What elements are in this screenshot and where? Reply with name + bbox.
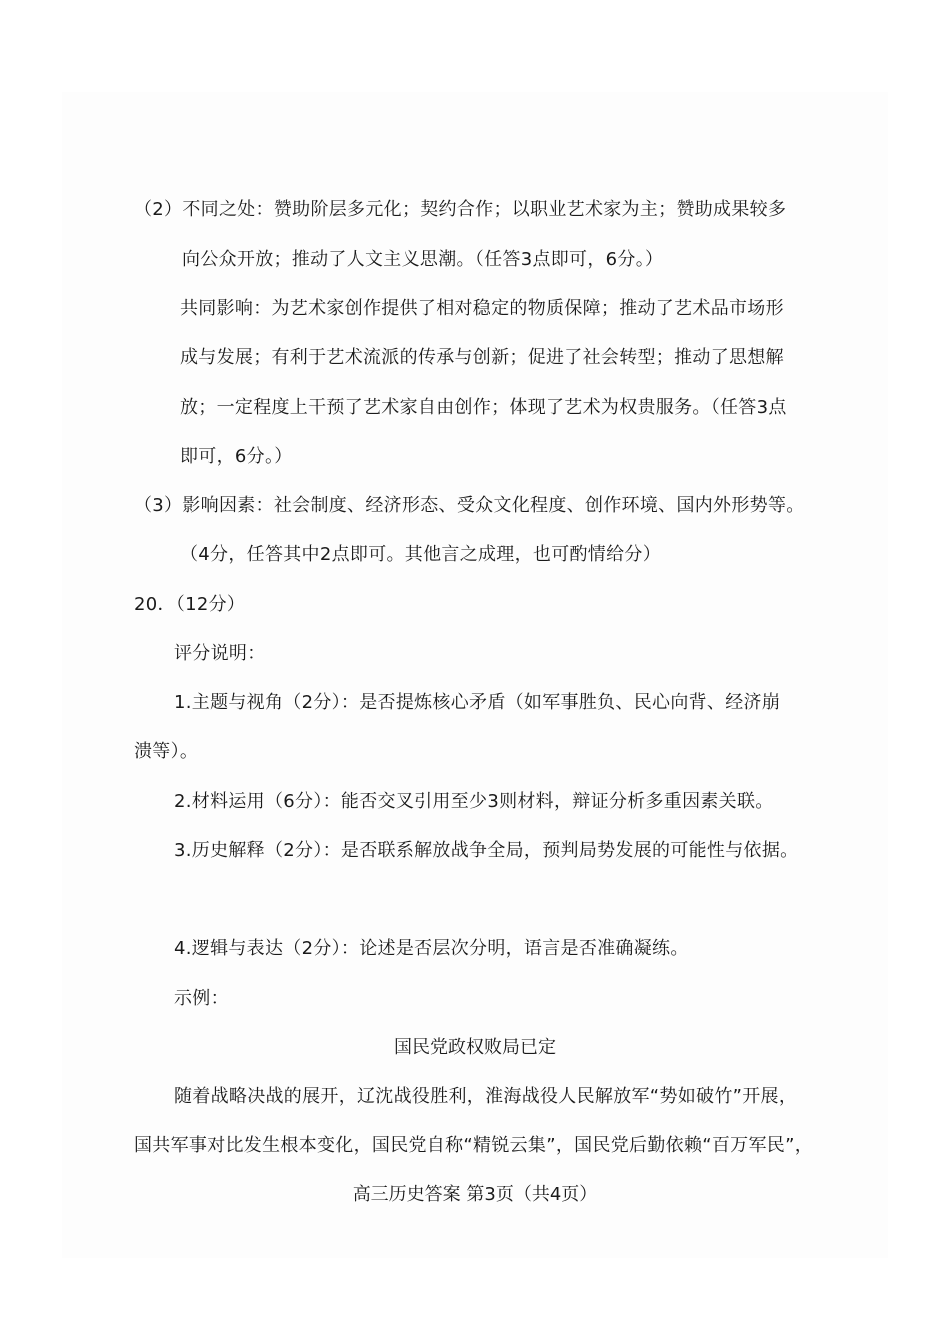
- scoring-item1-line1: 1.主题与视角（2分）：是否提炼核心矛盾（如军事胜负、民心向背、经济崩: [174, 692, 781, 713]
- q19-part3-line1: （3）影响因素：社会制度、经济形态、受众文化程度、创作环境、国内外形势等。: [134, 495, 805, 516]
- q19-part2-difference-line1: （2）不同之处：赞助阶层多元化；契约合作；以职业艺术家为主；赞助成果较多: [134, 199, 787, 220]
- scoring-item4: 4.逻辑与表达（2分）：论述是否层次分明，语言是否准确凝练。: [174, 938, 689, 959]
- q19-part2-common-line1: 共同影响：为艺术家创作提供了相对稳定的物质保障；推动了艺术品市场形: [180, 298, 784, 319]
- q19-part2-difference-line2: 向公众开放；推动了人文主义思潮。（任答3点即可，6分。）: [182, 249, 664, 270]
- scoring-item2: 2.材料运用（6分）：能否交叉引用至少3则材料，辩证分析多重因素关联。: [174, 791, 774, 812]
- scoring-item3: 3.历史解释（2分）：是否联系解放战争全局，预判局势发展的可能性与依据。: [174, 840, 799, 861]
- example-title: 国民党政权败局已定: [394, 1037, 556, 1058]
- example-paragraph-line1: 随着战略决战的展开，辽沈战役胜利，淮海战役人民解放军“势如破竹”开展，: [174, 1086, 798, 1107]
- example-label: 示例：: [174, 988, 229, 1009]
- scoring-title: 评分说明：: [174, 643, 266, 664]
- example-paragraph-line2: 国共军事对比发生根本变化，国民党自称“精锐云集”，国民党后勤依赖“百万军民”，: [134, 1135, 813, 1156]
- q19-part2-common-line4: 即可，6分。）: [180, 446, 293, 467]
- q19-part2-common-line3: 放；一定程度上干预了艺术家自由创作；体现了艺术为权贵服务。（任答3点: [180, 397, 787, 418]
- q19-part2-common-line2: 成与发展；有利于艺术流派的传承与创新；促进了社会转型；推动了思想解: [180, 347, 784, 368]
- scoring-item1-line2: 溃等）。: [134, 741, 199, 762]
- q20-heading: 20．（12分）: [134, 594, 246, 615]
- q19-part3-line2: （4分，任答其中2点即可。其他言之成理，也可酌情给分）: [180, 544, 662, 565]
- page-footer: 高三历史答案 第3页（共4页）: [352, 1184, 598, 1205]
